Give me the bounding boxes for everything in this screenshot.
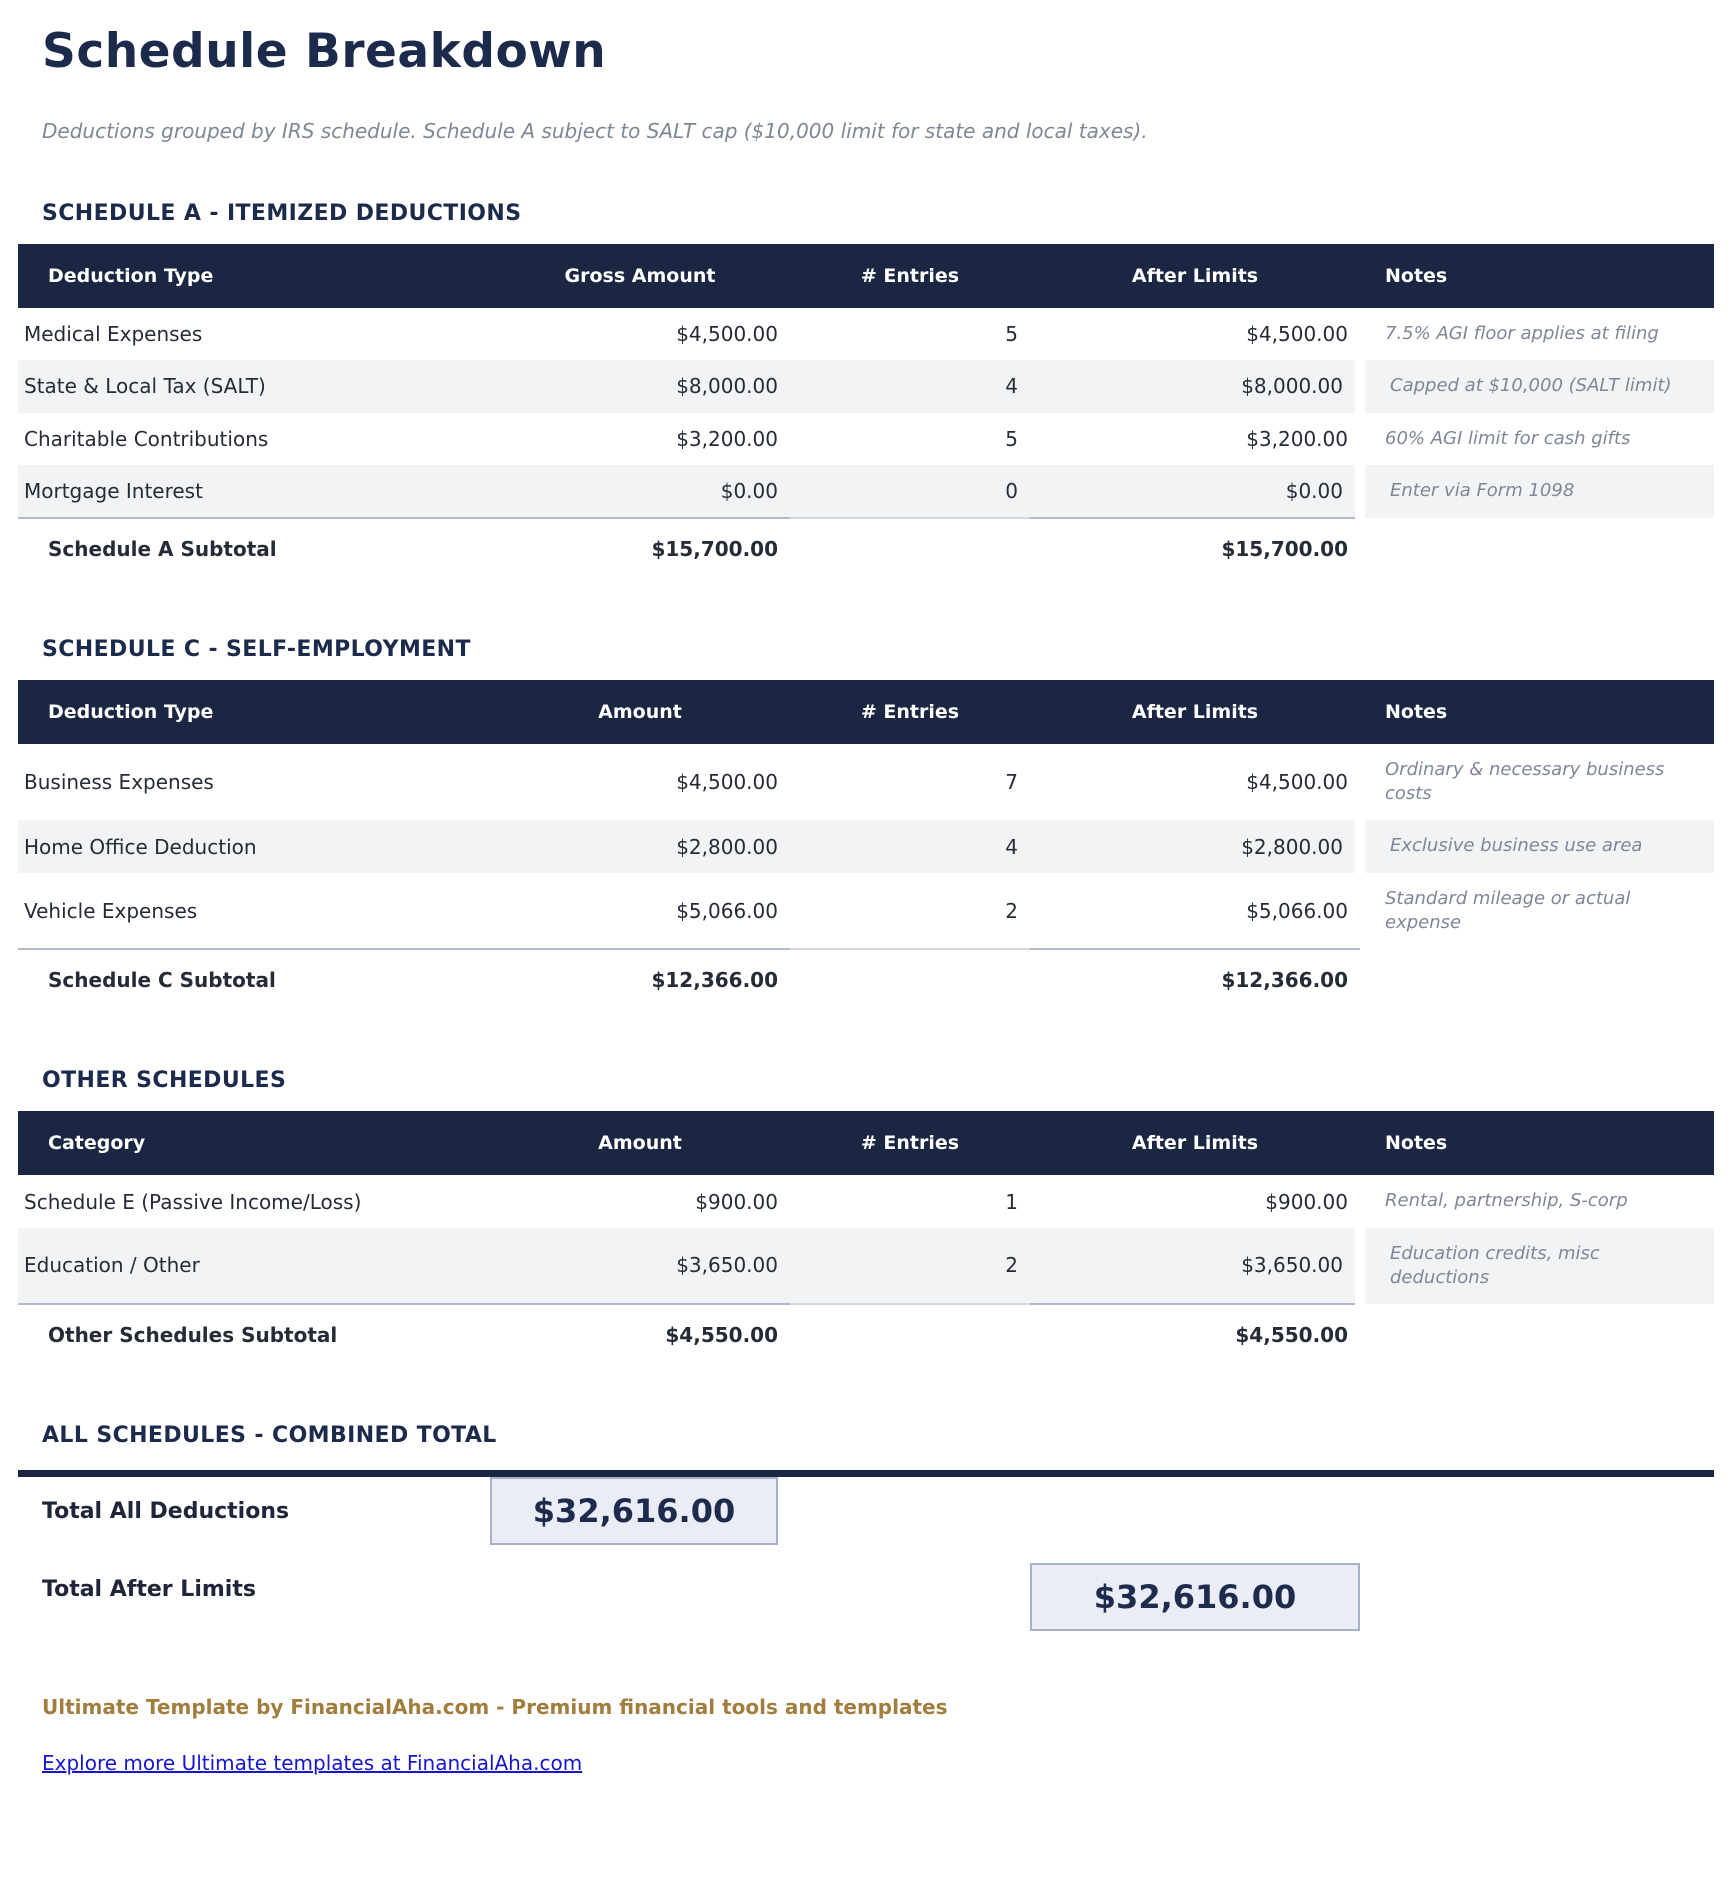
table-row [18,1228,1714,1305]
cell-after-limits: $0.00 [1030,465,1360,518]
cell-deduction-type: Charitable Contributions [24,426,269,451]
cell-deduction-type: Mortgage Interest [18,465,490,518]
subtotal-row [18,949,1714,1010]
table-row [18,465,1714,518]
cell-note: Capped at $10,000 (SALT limit) [1360,360,1714,412]
column-header-notes: Notes [1360,244,1714,308]
subtotal-row [18,1304,1714,1365]
footer-branding-text: Ultimate Template by FinancialAha.com - Premium financial tools and templates [42,1695,948,1720]
table-header-row [18,680,1714,744]
cell-amount: $900.00 [695,1189,778,1214]
column-header-after-limits: After Limits [1030,680,1360,744]
total-all-deductions-label: Total All Deductions [42,1498,290,1524]
subtotal-label: Schedule A Subtotal [18,518,490,579]
cell-deduction-type: Business Expenses [24,770,214,795]
cell-note: Education credits, misc deductions [1360,1228,1714,1305]
cell-note: 60% AGI limit for cash gifts [1385,427,1631,449]
combined-total-divider [18,1470,1714,1631]
cell-amount: $4,500.00 [676,770,778,795]
cell-entries: 7 [1005,770,1018,795]
column-header-amount: Amount [490,1111,790,1175]
column-header-notes: Notes [1360,1111,1714,1175]
cell-note: Exclusive business use area [1360,820,1714,872]
subtotal-entries-empty [790,518,1030,579]
subtotal-entries-empty [790,949,1030,1010]
subtotal-amount: $12,366.00 [490,949,790,1010]
subtotal-label: Other Schedules Subtotal [18,1304,490,1365]
subtotal-amount: $4,550.00 [490,1304,790,1365]
cell-deduction-type: State & Local Tax (SALT) [18,360,490,412]
total-after-limits-value: $32,616.00 [1030,1563,1360,1631]
column-header-notes: Notes [1360,680,1714,744]
cell-amount: $5,066.00 [676,898,778,923]
table-row [18,820,1714,872]
subtotal-after-limits: $4,550.00 [1030,1304,1360,1365]
cell-after-limits: $4,500.00 [1246,322,1348,347]
subtotal-after-limits: $12,366.00 [1030,949,1360,1010]
cell-category: Education / Other [18,1228,490,1305]
cell-after-limits: $2,800.00 [1030,820,1360,872]
cell-entries: 0 [790,465,1030,518]
subtotal-notes-empty [1360,1304,1714,1365]
schedule-c-table [18,680,1714,1010]
cell-after-limits: $5,066.00 [1246,898,1348,923]
table-header-row [18,244,1714,308]
total-all-deductions-row [18,1477,1714,1545]
cell-amount: $4,500.00 [676,322,778,347]
cell-note: Ordinary & necessary business costs [1385,758,1665,805]
page-title: Schedule Breakdown [42,24,607,79]
cell-entries: 2 [790,1228,1030,1305]
cell-entries: 1 [1005,1189,1018,1214]
table-row [18,308,1714,360]
other-schedules-table [18,1111,1714,1365]
column-header-category: Category [18,1111,490,1175]
section-heading-combined-total: ALL SCHEDULES - COMBINED TOTAL [42,1423,497,1449]
column-header-amount: Amount [490,680,790,744]
table-row [18,744,1714,821]
cell-deduction-type: Home Office Deduction [18,820,490,872]
schedule-a-table [18,244,1714,579]
subtotal-amount: $15,700.00 [490,518,790,579]
cell-amount: $0.00 [490,465,790,518]
cell-amount: $8,000.00 [490,360,790,412]
subtotal-after-limits: $15,700.00 [1030,518,1360,579]
subtotal-entries-empty [790,1304,1030,1365]
total-after-limits-row [18,1547,1714,1631]
cell-entries: 4 [790,820,1030,872]
table-row [18,873,1714,950]
table-row [18,413,1714,465]
column-header-after-limits: After Limits [1030,1111,1360,1175]
cell-amount: $3,650.00 [490,1228,790,1305]
cell-entries: 2 [1005,898,1018,923]
footer-explore-link[interactable]: Explore more Ultimate templates at FinancialAha.com [42,1751,583,1776]
table-header-row [18,1111,1714,1175]
cell-entries: 5 [1005,322,1018,347]
column-header-after-limits: After Limits [1030,244,1360,308]
cell-note: Enter via Form 1098 [1360,465,1714,518]
section-heading-other-schedules: OTHER SCHEDULES [42,1068,287,1094]
cell-amount: $3,200.00 [676,426,778,451]
cell-after-limits: $3,200.00 [1246,426,1348,451]
total-after-limits-label: Total After Limits [42,1576,256,1602]
cell-after-limits: $3,650.00 [1030,1228,1360,1305]
table-row [18,1175,1714,1227]
section-heading-schedule-c: SCHEDULE C - SELF-EMPLOYMENT [42,636,471,662]
column-header-entries: # Entries [790,244,1030,308]
cell-amount: $2,800.00 [490,820,790,872]
section-heading-schedule-a: SCHEDULE A - ITEMIZED DEDUCTIONS [42,201,522,226]
subtotal-notes-empty [1360,518,1714,579]
cell-after-limits: $900.00 [1265,1189,1348,1214]
column-header-gross-amount: Gross Amount [490,244,790,308]
cell-entries: 4 [790,360,1030,412]
column-header-deduction-type: Deduction Type [18,244,490,308]
cell-deduction-type: Vehicle Expenses [24,898,198,923]
cell-deduction-type: Medical Expenses [24,322,203,347]
cell-after-limits: $4,500.00 [1246,770,1348,795]
subtotal-row [18,518,1714,579]
column-header-entries: # Entries [790,680,1030,744]
table-row [18,360,1714,412]
cell-entries: 5 [1005,426,1018,451]
cell-after-limits: $8,000.00 [1030,360,1360,412]
cell-note: 7.5% AGI floor applies at filing [1385,323,1659,344]
cell-category: Schedule E (Passive Income/Loss) [24,1189,362,1214]
column-header-entries: # Entries [790,1111,1030,1175]
page-subtitle: Deductions grouped by IRS schedule. Schedule A subject to SALT cap ($10,000 limit for state and local taxes). [42,119,1148,143]
subtotal-notes-empty [1360,949,1714,1010]
subtotal-label: Schedule C Subtotal [18,949,490,1010]
total-all-deductions-value: $32,616.00 [490,1477,778,1545]
cell-note: Rental, partnership, S-corp [1385,1190,1628,1212]
column-header-deduction-type: Deduction Type [18,680,490,744]
cell-note: Standard mileage or actual expense [1385,887,1631,934]
